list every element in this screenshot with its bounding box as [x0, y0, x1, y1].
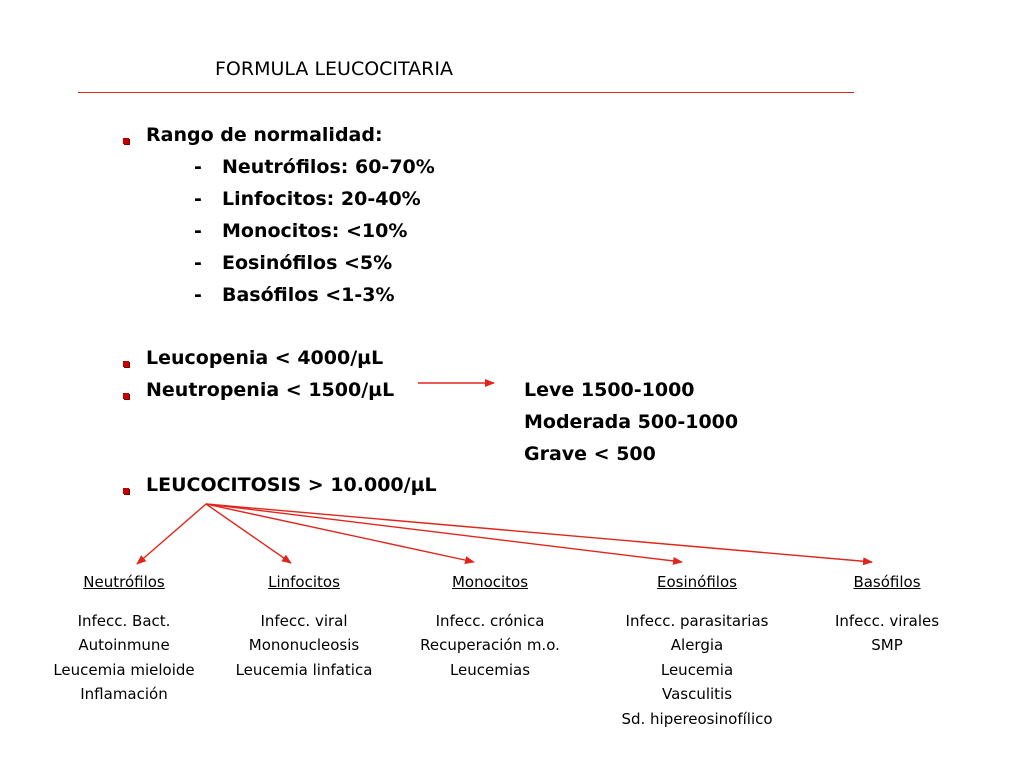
- column-basofilos: [812, 570, 962, 658]
- column-item: Leucemia: [660, 660, 734, 679]
- rango-item: Neutrófilos: 60-70%: [222, 156, 435, 178]
- dash-marker: -: [194, 284, 202, 306]
- column-eosinofilos: [607, 570, 787, 731]
- arrow-basofilos: [206, 504, 872, 562]
- rango-heading: Rango de normalidad:: [146, 124, 383, 146]
- column-item: Infecc. parasitarias: [625, 611, 769, 630]
- column-item: Leucemia mieloide: [53, 660, 195, 679]
- column-heading: Neutrófilos: [83, 573, 165, 591]
- dash-marker: -: [194, 252, 202, 274]
- column-linfocitos: [224, 570, 384, 682]
- column-heading: Basófilos: [853, 573, 921, 591]
- column-item: Mononucleosis: [248, 636, 360, 654]
- column-item: Autoinmune: [78, 636, 170, 654]
- column-item: Infecc. viral: [260, 611, 348, 630]
- neutropenia-grade: Leve 1500-1000: [524, 379, 695, 401]
- dash-marker: -: [194, 156, 202, 178]
- column-monocitos: [410, 570, 570, 682]
- page-title: FORMULA LEUCOCITARIA: [215, 58, 453, 80]
- column-neutrofilos: [44, 570, 204, 707]
- column-item: Infecc. crónica: [435, 611, 545, 630]
- column-item: Alergia: [670, 636, 724, 654]
- column-item: Infecc. virales: [834, 611, 940, 630]
- column-item: Leucemia linfatica: [235, 660, 373, 679]
- column-heading: Eosinófilos: [657, 573, 737, 591]
- rango-item: Monocitos: <10%: [222, 220, 408, 242]
- column-item: Vasculitis: [661, 685, 733, 703]
- neutropenia-grade: Grave < 500: [524, 443, 656, 465]
- leucopenia-text: Leucopenia < 4000/µL: [146, 347, 384, 369]
- column-item: SMP: [871, 636, 903, 654]
- rango-item: Linfocitos: 20-40%: [222, 188, 421, 210]
- column-heading: Monocitos: [451, 573, 529, 591]
- neutropenia-text: Neutropenia < 1500/µL: [146, 379, 395, 401]
- column-item: Infecc. Bact.: [77, 611, 171, 630]
- column-item: Inflamación: [80, 685, 168, 703]
- leucocitosis-text: LEUCOCITOSIS > 10.000/µL: [146, 474, 437, 496]
- column-heading: Linfocitos: [268, 573, 340, 591]
- arrow-neutrofilos: [137, 504, 206, 564]
- neutropenia-grade: Moderada 500-1000: [524, 411, 739, 433]
- rango-item: Basófilos <1-3%: [222, 284, 395, 306]
- arrow-monocitos: [206, 504, 474, 562]
- rango-item: Eosinófilos <5%: [222, 252, 393, 274]
- column-item: Sd. hipereosinofílico: [621, 709, 773, 728]
- dash-marker: -: [194, 220, 202, 242]
- column-item: Leucemias: [449, 660, 531, 679]
- column-item: Recuperación m.o.: [420, 636, 560, 654]
- dash-marker: -: [194, 188, 202, 210]
